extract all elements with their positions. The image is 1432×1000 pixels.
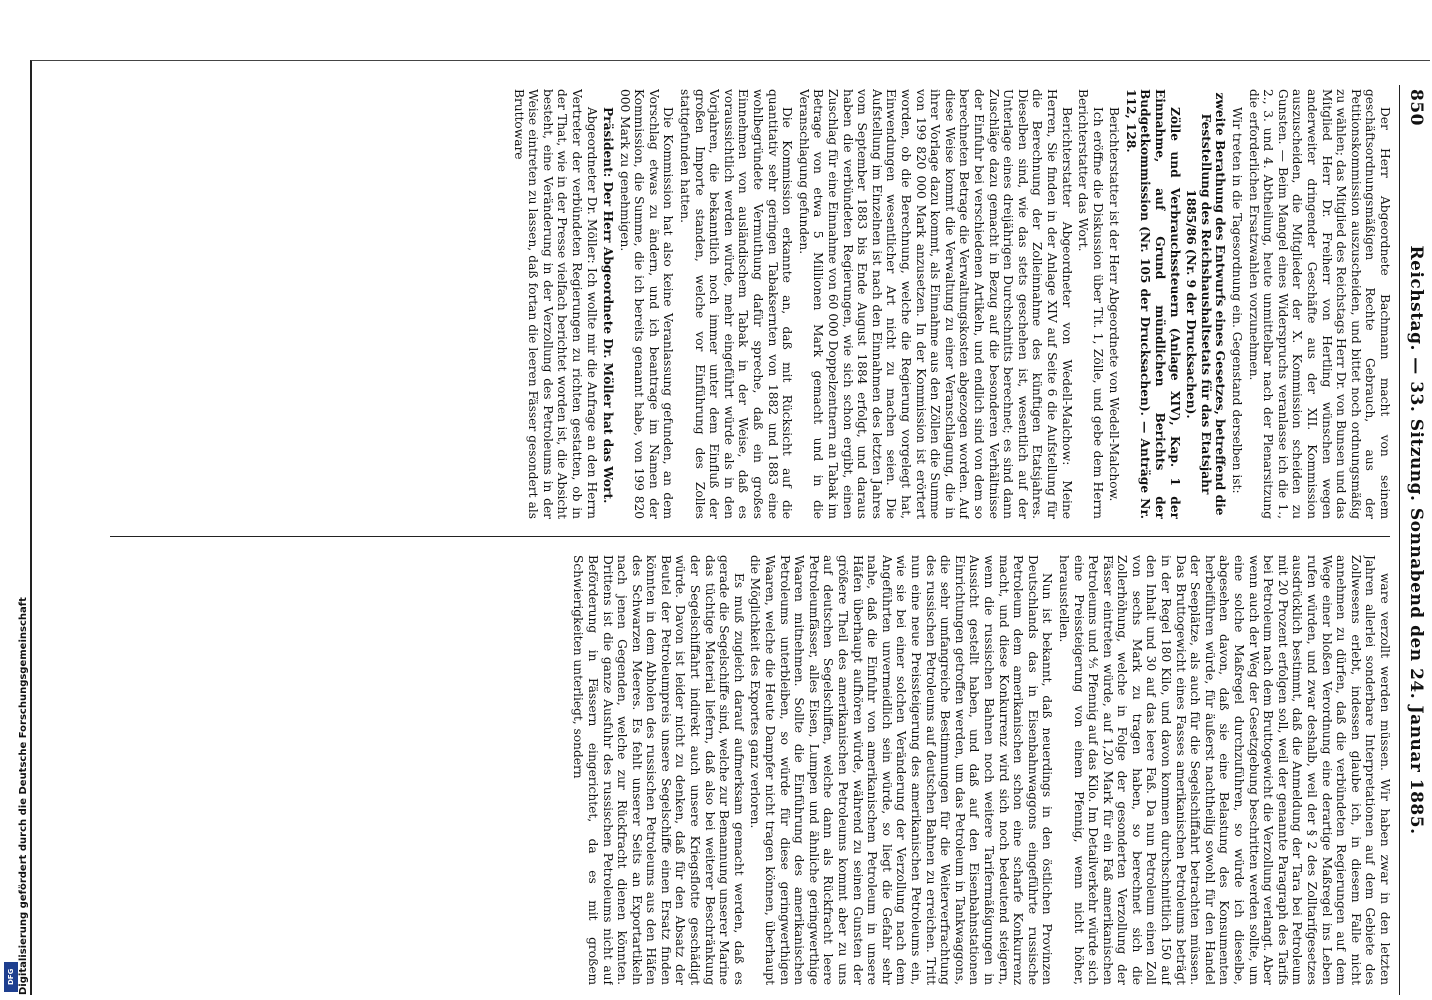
paragraph: Nun ist bekannt, daß neuerdings in den östlichen Provinzen Deutschlands das in Eisenbahnwaggons eingeführte russische Petroleum dem amerikanischen schon eine scharfe Konkurrenz macht, und diese Konkurrenz wird sich noch bedeutend steigern, wenn die russischen Bahnen noch weitere Tarifermäßigungen in Aussicht gestellt haben, und daß auf den Eisenbahnstationen Einrichtungen getroffen werden, um das Petroleum in Tankwaggons, die sehr umfangreiche Bestimmungen für die Weiterverfrachtung des russischen Petroleums auf deutschen Bahnen zu erreichen. Tritt nun eine neue Preissteigerung des amerikanischen Petroleums ein, wie sie bei einer solchen Veränderung der Verzollung nach dem Angeführten unvermeidlich sein würde, so liegt die Gefahr sehr nahe, daß die Einfuhr von amerikanischem Petroleum in unsere Häfen überhaupt aufhören würde, während zu seinen Gunsten der größere Theil des amerikanischen Petroleums kommt aber zu uns auf deutschen Segelschiffen, welche dann als Rückfracht leere Petroleumfässer, alles Eisen, Lumpen und ähnliche geringwerthige Waaren mitnehmen. Sollte die Einführung des amerikanischen Petroleums unterbleiben, so würde für diese geringwerthigen Waaren, welche die Heute Dampfer nicht tragen können, überhaupt die Möglichkeit des Exportes ganz verloren. — [748, 555, 1055, 985]
paragraph: Die Kommission erkannte an, daß mit Rücksicht auf die quantitativ sehr geringen Tabaksernten von 1882 und 1883 eine wohlbegründete Vermuthung dafür spreche, daß ein großes Einnehmen von ausländischem Tabak in der Weise, daß es voraussichtlich werden würde, mehr eingeführt würde als in den Vorjahren, die bekanntlich noch immer unter dem Einfluß der großen Importe standen, welche vor Einführung des Zolles stattgefunden hatten. — [678, 89, 795, 519]
paragraph: Es muß zugleich darauf aufmerksam gemacht werden, daß es gerade die Segelschiffe sind, welche zur Bemannung unserer Marine das tüchtige Material liefern, daß also bei weiterer Beschränkung der Segelschiffahrt indirekt auch unsere Kriegsflotte geschädigt würde. Davon ist leider nicht zu denken, daß für den Absatz der Beutel der Petroleumpreis unsere Segelschiffe einen Ersatz finden könnten in dem Abholen des russischen Petroleums aus den Häfen des Schwarzen Meeres. Es fehlt unserer Seits an Exportartikeln nach jenen Gegenden, welche zur Rückfracht dienen könnten. Drittens ist die ganze Ausfuhr des russischen Petroleums nicht auf Beförderung in Fässern eingerichtet, da es mit großem Schwierigkeiten unterliegt, sondern — [571, 555, 746, 985]
speech: Berichterstatter Abgeordneter von Wedell-Malchow: Meine Herren, Sie finden in der Anlage XIV auf Seite 6 die Aufstellung für die Berechnung der Zolleinnahme des künftigen Etatsjahres. Dieselben sind, wie das stets geschehen ist, wesentlich auf der Unterlage eines dreijährigen Durchschnitts berechnet; es sind dann Zuschläge dazu gemacht in Bezug auf die besonderen Verhältnisse der Einfuhr bei verschiedenen Artikeln, und endlich sind von dem so berechneten Betrage die Verwaltungskosten abgezogen worden. Auf diese Weise kommt die Verwaltung zu einer Veranschlagung, die in ihrer Vorlage dazu kommt, als Einnahme aus den Zöllen die Summe von 199 820 000 Mark anzusetzen. In der Kommission ist erörtert worden, ob die Berechnung, welche die Regierung vorgelegt hat, Einwendungen wesentlicher Art nicht zu machen seien. Die Aufstellung im Einzelnen ist nach den Einnahmen des letzten Jahres vom September 1883 bis Ende August 1884 erfolgt, und daraus haben die verbündeten Regierungen, wie sich schon ergibt, einen Zuschlag für eine Einnahme von 60 000 Doppelzentnern an Tabak im Betrage von etwa 5 Millionen Mark gemacht und in die Veranschlagung gefunden. — [796, 89, 1074, 519]
page-title: Reichstag. — 33. Sitzung. Sonnabend den 24. Januar 1885. — [1406, 245, 1426, 835]
right-column — [112, 555, 1392, 985]
agenda-item: zweite Berathung des Entwurfs eines Gesetzes, betreffend die Feststellung des Reichshaushaltsetats für das Etatsjahr 1885/86 (Nr. 9 der Drucksachen). — [1184, 92, 1228, 516]
column-divider — [110, 536, 1390, 537]
digitization-note: Digitalisierung gefördert durch die Deutsche Forschungsgemeinschaft — [18, 597, 29, 995]
paragraph: Ich eröffne die Diskussion über Tit. 1, Zölle, und gebe dem Herrn Berichterstatter das Wort. — [1076, 89, 1105, 519]
page-content — [100, 85, 1430, 995]
dfg-logo-icon: DFG — [4, 962, 18, 992]
speech: Abgeordneter Dr. Möller: Ich wollte mir die Anfrage an den Herrn Vertreter der verbündeten Regierungen zu richten gestatten, ob in der That, wie in der Presse vielfach berichtet worden ist, die Absicht besteht, eine Veränderung in der Verzollung des Petroleums in der Weise eintreten zu lassen, daß fortan die leeren Fässer gesondert als Bruttoware — [511, 89, 599, 519]
speech: Präsident: Der Herr Abgeordnete Dr. Möller hat das Wort. — [601, 107, 616, 504]
rotated-page — [100, 85, 1430, 995]
left-column — [112, 89, 1392, 519]
page-header — [1399, 85, 1430, 995]
paragraph: Wir treten in die Tagesordnung ein. Gegenstand derselben ist: — [1230, 107, 1245, 494]
paragraph: Die Kommission hat also keine Veranlassung gefunden, an dem Vorschlag etwas zu ändern, und ich beantrage im Namen der Kommission, die Summe, die ich bereits genannt habe, von 199 820 000 Mark zu genehmigen. — [617, 89, 676, 519]
paragraph: Berichterstatter ist der Herr Abgeordnete von Wedell-Malchow. — [1107, 107, 1122, 502]
paragraph: ware verzollt werden müssen. Wir haben zwar in den letzten Jahren allerlei sonderbare Interpretationen auf dem Gebiete des Zollwesens erlebt, indessen glaube ich, in diesem Falle nicht annehmen zu dürfen, daß die verbündeten Regierungen auf dem Wege einer bloßen Verordnung eine derartige Maßregel ins Leben rufen würden, und zwar deshalb, weil der § 2 des Zolltarifgesetzes ausdrücklich bestimmt, daß die Anmeldung der Tara bei Petroleum mit 20 Prozent erfolgen soll, weil der genannte Paragraph des Tarifs bei Petroleum nach dem Bruttogewicht die Verzollung verlangt. Aber wenn auch der Weg der Gesetzgebung beschritten werden sollte, um eine solche Maßregel durchzuführen, so würde ich dieselbe, abgesehen davon, daß sie eine Belastung des Konsumenten herbeiführen würde, für äußerst nachtheilig sowohl für den Handel der Seeplätze, als auch für die Segelschiffahrt betrachten müssen. Das Bruttogewicht eines Fasses amerikanischen Petroleums beträgt in der Regel 180 Kilo, und davon kommen durchschnittlich 150 auf den Inhalt und 30 auf das leere Faß. Da nun Petroleum einen Zoll von sechs Mark zu tragen haben, so berechnet sich die Zollerhöhung, welche in Folge der gesonderten Verzollung der Fässer eintreten würde, auf 1,20 Mark für ein Faß amerikanischen Petroleums und ⅘ Pfennig auf das Kilo. Im Detailverkehr würde sich eine Preissteigerung von einem Pfennig, wenn nicht höher, herausstellen. — [1056, 555, 1392, 985]
paragraph: Der Herr Abgeordnete Bachmann macht von seinem geschäftsordnungsmäßigen Rechte Gebrauch, aus der Petitionskommission auszuscheiden, und bittet noch ordnungsmäßig zu wählen; das Mitglied des Reichstags Herr Dr. von Bunsen und das Mitglied Herr Dr. Freiherr von Hertling wünschen wegen anderweiter dringender Geschäfte aus der XII. Kommission auszuscheiden, die Mitglieder der X. Kommission scheiden zu Gunsten. — Beim Mangel eines Widerspruchs veranlasse ich die 1., 2., 3. und 4. Abtheilung, heute unmittelbar nach der Plenarsitzung die erforderlichen Ersatzwahlen vorzunehmen. — [1246, 89, 1392, 519]
section-heading: Zölle und Verbrauchssteuern (Anlage XIV), Kap. 1 der Einnahme, auf Grund mündlichen Berichts der Budgetkommission (Nr. 105 der Drucksachen). — Anträge Nr. 112, 128. — [1123, 89, 1182, 519]
page-number: 850 — [1406, 89, 1426, 126]
digitization-strip — [0, 0, 29, 1000]
